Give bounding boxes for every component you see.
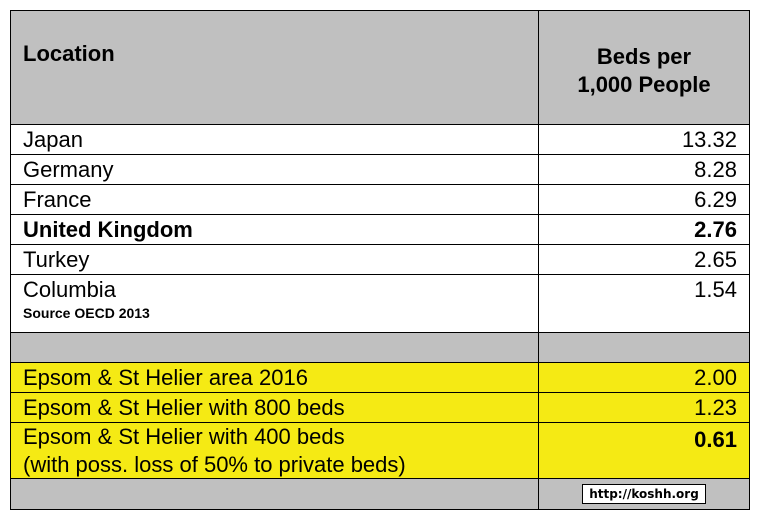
- spacer-cell: [539, 333, 749, 362]
- beds-header-line1: Beds per: [596, 43, 692, 69]
- beds-header-line2: 1,000 People: [577, 71, 711, 97]
- local-name: [11, 423, 539, 478]
- country-value: 8.28: [694, 156, 737, 182]
- table-row: [11, 275, 749, 305]
- local-row: [11, 423, 749, 479]
- spacer-row: [11, 333, 749, 363]
- country-name: Columbia: [11, 275, 539, 305]
- country-value: 6.29: [694, 186, 737, 212]
- local-name-line2: (with poss. loss of 50% to private beds): [23, 451, 406, 477]
- country-value: 13.32: [681, 126, 737, 152]
- table-row: [11, 155, 749, 185]
- location-header: Location: [11, 11, 539, 124]
- country-value: 1.54: [694, 277, 737, 302]
- source-note: Source OECD 2013: [11, 303, 539, 332]
- table-row: [11, 185, 749, 215]
- local-name: Epsom & St Helier with 800 beds: [11, 393, 539, 422]
- local-value: 1.23: [694, 394, 737, 420]
- site-credit: http://koshh.org: [582, 484, 706, 504]
- country-name: Japan: [11, 125, 539, 154]
- table-row: [11, 245, 749, 275]
- table-row: [11, 125, 749, 155]
- beds-header: [539, 11, 749, 124]
- local-row: [11, 393, 749, 423]
- footer-cell: [539, 479, 749, 509]
- header-row: [11, 11, 749, 125]
- table-row-highlight: [11, 215, 749, 245]
- country-name: Germany: [11, 155, 539, 184]
- source-empty-cell: [539, 303, 749, 332]
- source-row: [11, 303, 749, 333]
- footer-cell: [11, 479, 539, 509]
- footer-row: [11, 479, 749, 509]
- local-value: 2.00: [694, 364, 737, 390]
- country-value: 2.76: [694, 216, 737, 242]
- country-value: 2.65: [694, 246, 737, 272]
- local-name: Epsom & St Helier area 2016: [11, 363, 539, 392]
- country-name: Turkey: [11, 245, 539, 274]
- beds-table: [10, 10, 750, 510]
- local-value: 0.61: [694, 427, 737, 452]
- local-name-line1: Epsom & St Helier with 400 beds: [23, 423, 345, 449]
- spacer-cell: [11, 333, 539, 362]
- country-name: France: [11, 185, 539, 214]
- local-row: [11, 363, 749, 393]
- country-name: United Kingdom: [11, 215, 539, 244]
